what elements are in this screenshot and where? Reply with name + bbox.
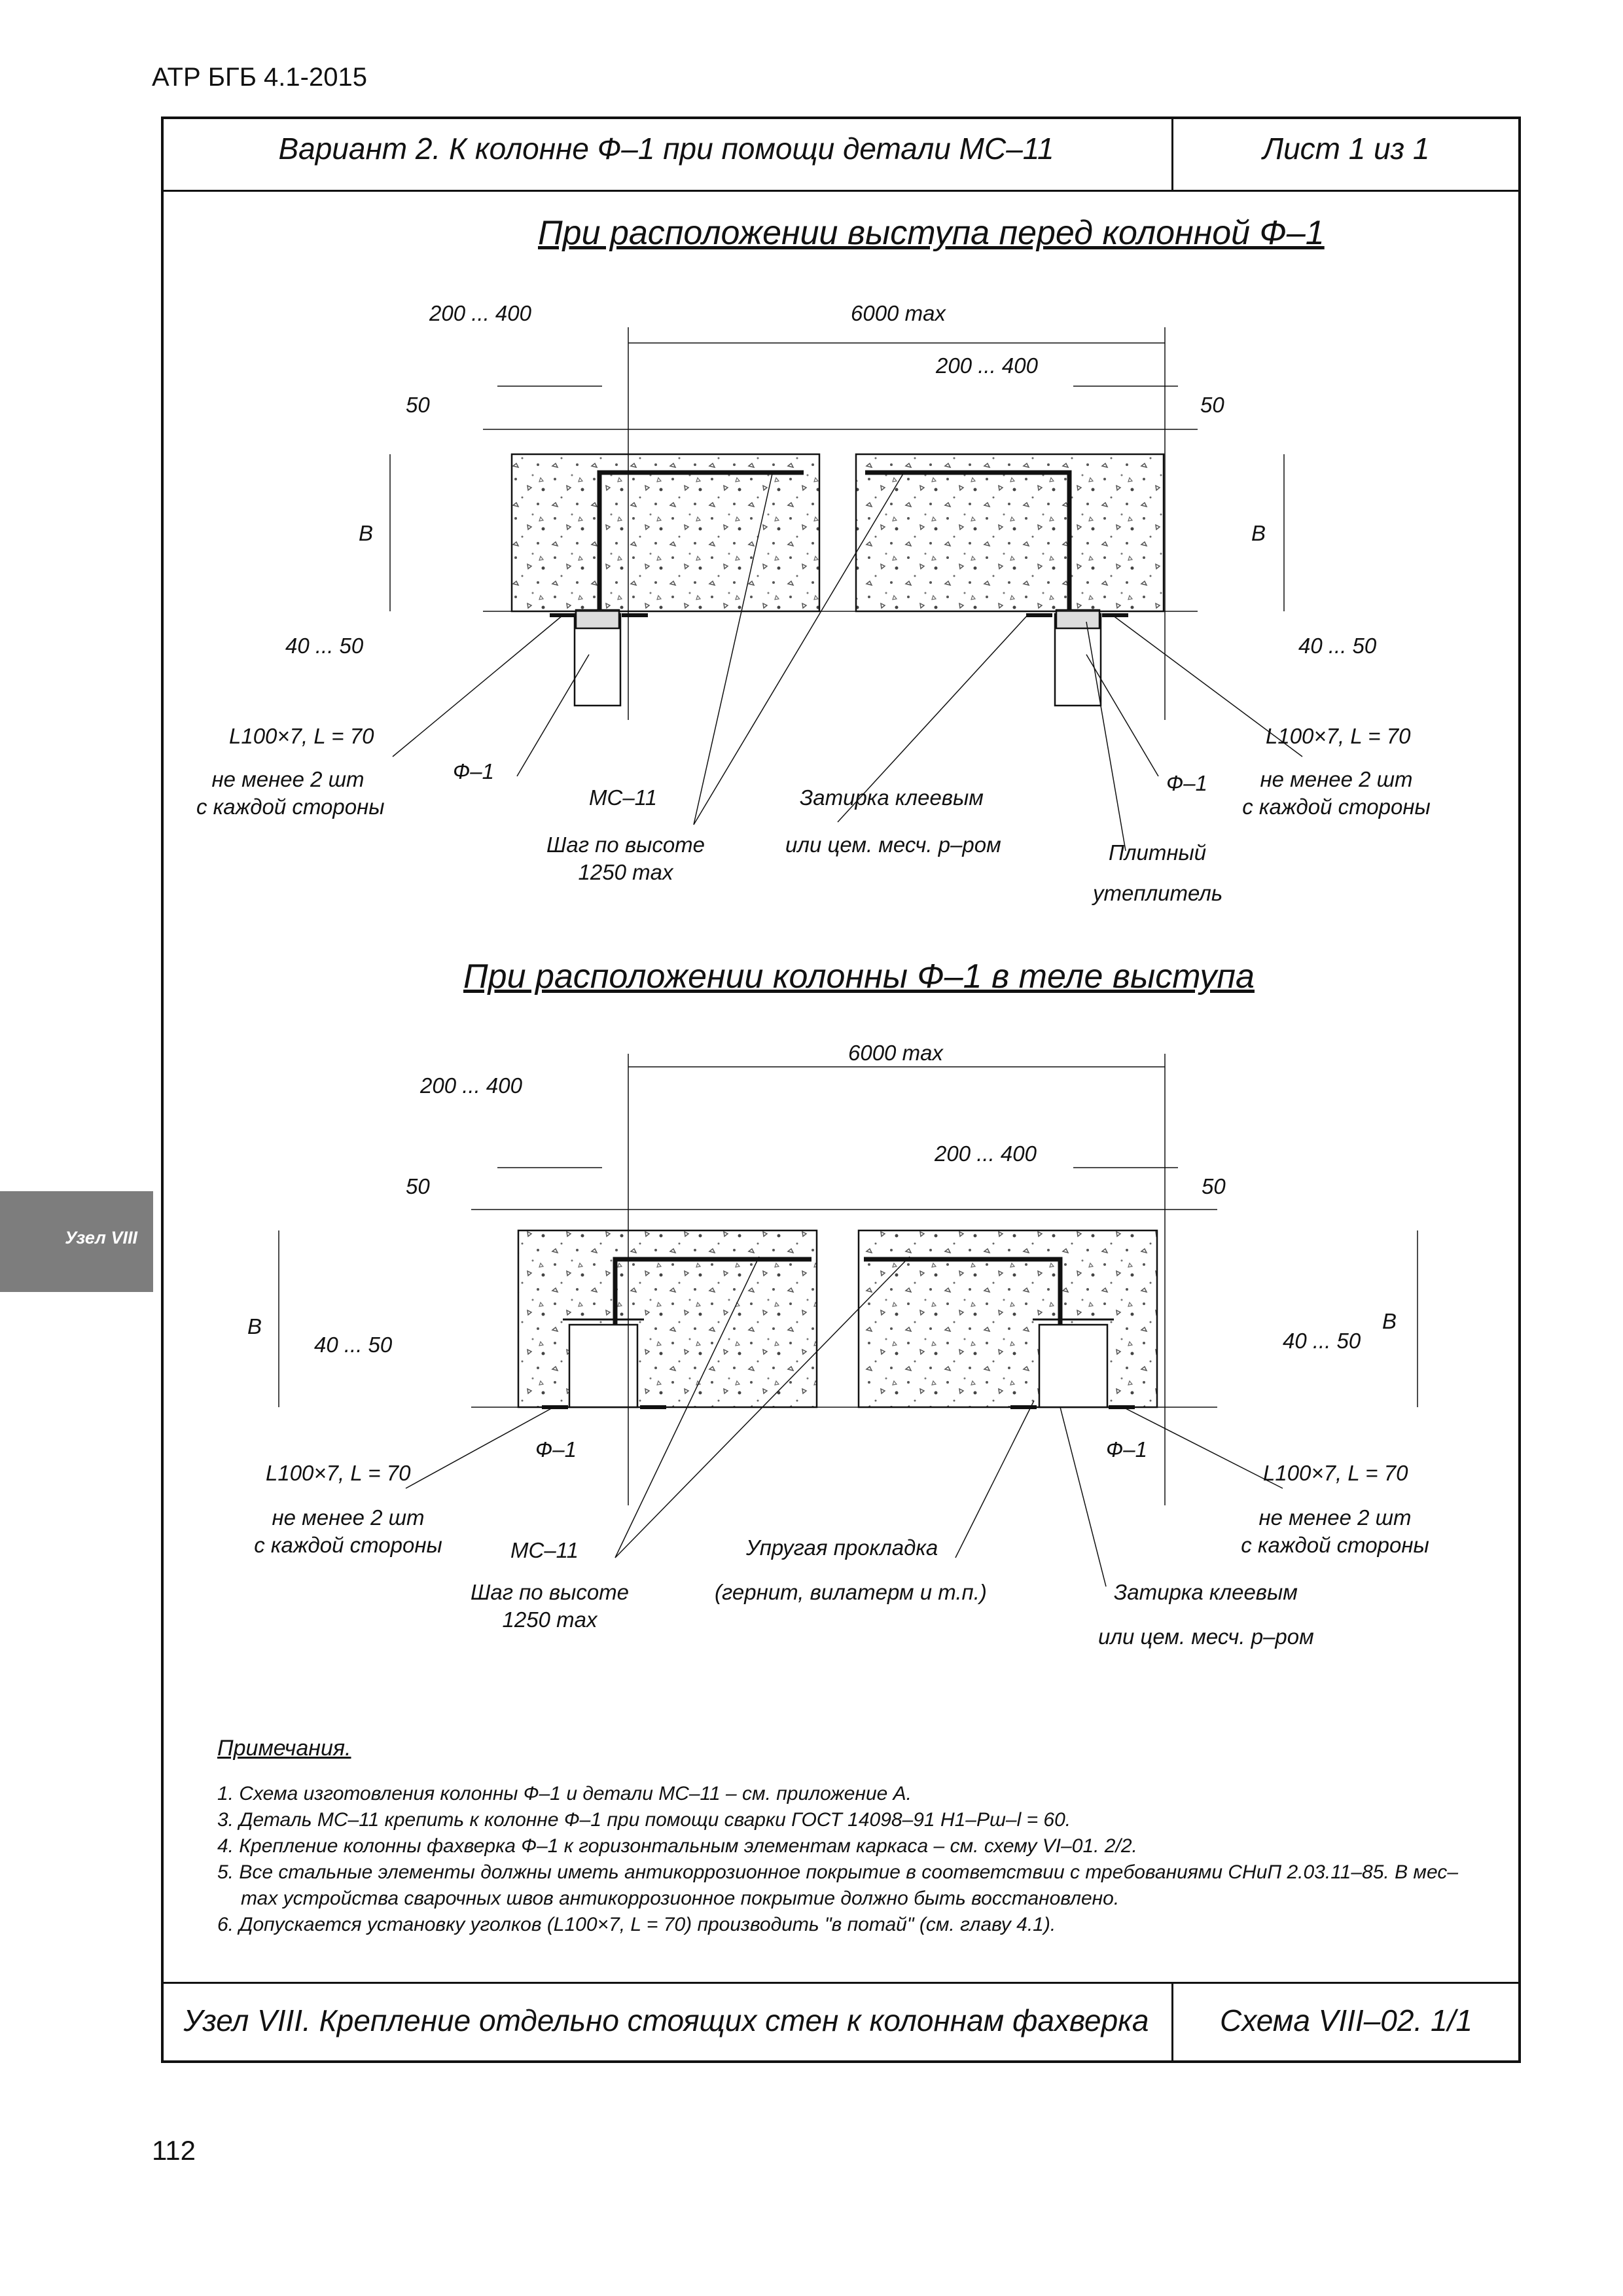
s1-angle-right: L100×7, L = 70 [1266, 724, 1411, 748]
note-item: 6. Допускается установку уголков (L100×7, L = 70) производить "в потай" (см. главу 4.1). [217, 1914, 1056, 1935]
s2-step-2: 1250 max [502, 1607, 597, 1632]
note-item: 3. Деталь МС–11 крепить к колонне Ф–1 при помощи сварки ГОСТ 14098–91 Н1–Рш–l = 60. [217, 1809, 1071, 1831]
s2-pad-2: (гернит, вилатерм и т.п.) [715, 1580, 987, 1604]
s1-dim-right: 200 ... 400 [936, 353, 1038, 378]
s1-dim-50-right: 50 [1200, 393, 1224, 417]
s2-dim-50-right: 50 [1202, 1174, 1226, 1198]
s2-count-left-1: не менее 2 шт [272, 1505, 425, 1530]
s2-step-1: Шаг по высоте [470, 1580, 630, 1604]
s1-col-left: Ф–1 [453, 759, 494, 783]
s2-gap-left: 40 ... 50 [314, 1333, 393, 1357]
header-sheet: Лист 1 из 1 [1262, 132, 1430, 166]
s1-step-2: 1250 max [578, 860, 673, 884]
s2-grout-1: Затирка клеевым [1114, 1580, 1298, 1604]
s1-dim-50-left: 50 [406, 393, 430, 417]
s1-count-right-1: не менее 2 шт [1260, 767, 1413, 791]
s2-dim-b-left: B [247, 1314, 262, 1338]
s2-pad-1: Упругая прокладка [746, 1535, 938, 1560]
note-item: 5. Все стальные элементы должны иметь антикоррозионное покрытие в соответствии с требованиями СНиП 2.03.11–85. В мес– [217, 1861, 1459, 1883]
s1-dim-b-right: B [1251, 521, 1266, 545]
s2-col-left: Ф–1 [535, 1437, 577, 1462]
s2-gap-right: 40 ... 50 [1283, 1329, 1361, 1353]
s2-count-right-2: с каждой стороны [1241, 1533, 1429, 1557]
s1-step-1: Шаг по высоте [546, 833, 705, 857]
note-item: тах устройства сварочных швов антикоррозионное покрытие должно быть восстановлено. [241, 1888, 1120, 1909]
s1-dim-span: 6000 max [851, 301, 946, 325]
s2-ms11: МС–11 [510, 1538, 579, 1562]
s1-dim-left: 200 ... 400 [429, 301, 531, 325]
section1-title: При расположении выступа перед колонной Ф–1 [538, 214, 1325, 252]
s2-dim-span: 6000 max [848, 1041, 943, 1065]
note-item: 4. Крепление колонны фахверка Ф–1 к горизонтальным элементам каркаса – см. схему VI–01. 2/2. [217, 1835, 1137, 1857]
footer-title: Узел VIII. Крепление отдельно стоящих стен к колоннам фахверка [183, 2003, 1149, 2037]
s1-insul-2: утеплитель [1093, 881, 1223, 905]
document-code: АТР БГБ 4.1-2015 [152, 63, 367, 92]
footer-scheme: Схема VIII–02. 1/1 [1220, 2003, 1472, 2037]
s1-col-right: Ф–1 [1166, 771, 1207, 795]
s2-dim-left: 200 ... 400 [420, 1073, 522, 1098]
page-number: 112 [152, 2135, 196, 2166]
s2-dim-b-right: B [1382, 1309, 1397, 1333]
notes [217, 1736, 1458, 1938]
notes-heading: Примечания. [217, 1736, 351, 1761]
s1-grout-1: Затирка клеевым [800, 785, 984, 810]
s2-count-left-2: с каждой стороны [254, 1533, 442, 1557]
s1-gap-right: 40 ... 50 [1298, 634, 1377, 658]
s2-count-right-1: не менее 2 шт [1258, 1505, 1412, 1530]
s1-angle-left: L100×7, L = 70 [229, 724, 374, 748]
s1-gap-left: 40 ... 50 [285, 634, 364, 658]
s1-insul-1: Плитный [1109, 840, 1207, 865]
s2-angle-right: L100×7, L = 70 [1263, 1461, 1408, 1485]
insulation-right-1 [1056, 610, 1099, 628]
s1-count-right-2: с каждой стороны [1242, 795, 1431, 819]
s2-col-right: Ф–1 [1106, 1437, 1147, 1462]
wall-left-1 [512, 454, 819, 611]
section1-drawing [390, 327, 1302, 851]
column-left-2 [569, 1325, 637, 1407]
header-title: Вариант 2. К колонне Ф–1 при помощи детали МС–11 [278, 132, 1054, 166]
section2-title: При расположении колонны Ф–1 в теле выступа [463, 958, 1255, 996]
s1-grout-2: или цем. месч. р–ром [785, 833, 1001, 857]
s2-dim-50-left: 50 [406, 1174, 430, 1198]
wall-right-1 [856, 454, 1164, 611]
s1-count-left-2: с каждой стороны [196, 795, 385, 819]
note-item: 1. Схема изготовления колонны Ф–1 и детали МС–11 – см. приложение А. [217, 1783, 912, 1804]
s1-dim-b-left: B [359, 521, 374, 545]
s2-grout-2: или цем. месч. р–ром [1098, 1624, 1314, 1649]
s2-dim-right: 200 ... 400 [935, 1141, 1037, 1166]
s1-ms11: МС–11 [589, 785, 657, 810]
side-tab-label: Узел VIII [65, 1228, 137, 1247]
insulation-left-1 [576, 610, 619, 628]
column-right-2 [1039, 1325, 1107, 1407]
s1-count-left-1: не менее 2 шт [211, 767, 365, 791]
leader-angle-left-1 [393, 615, 563, 757]
s2-angle-left: L100×7, L = 70 [266, 1461, 411, 1485]
